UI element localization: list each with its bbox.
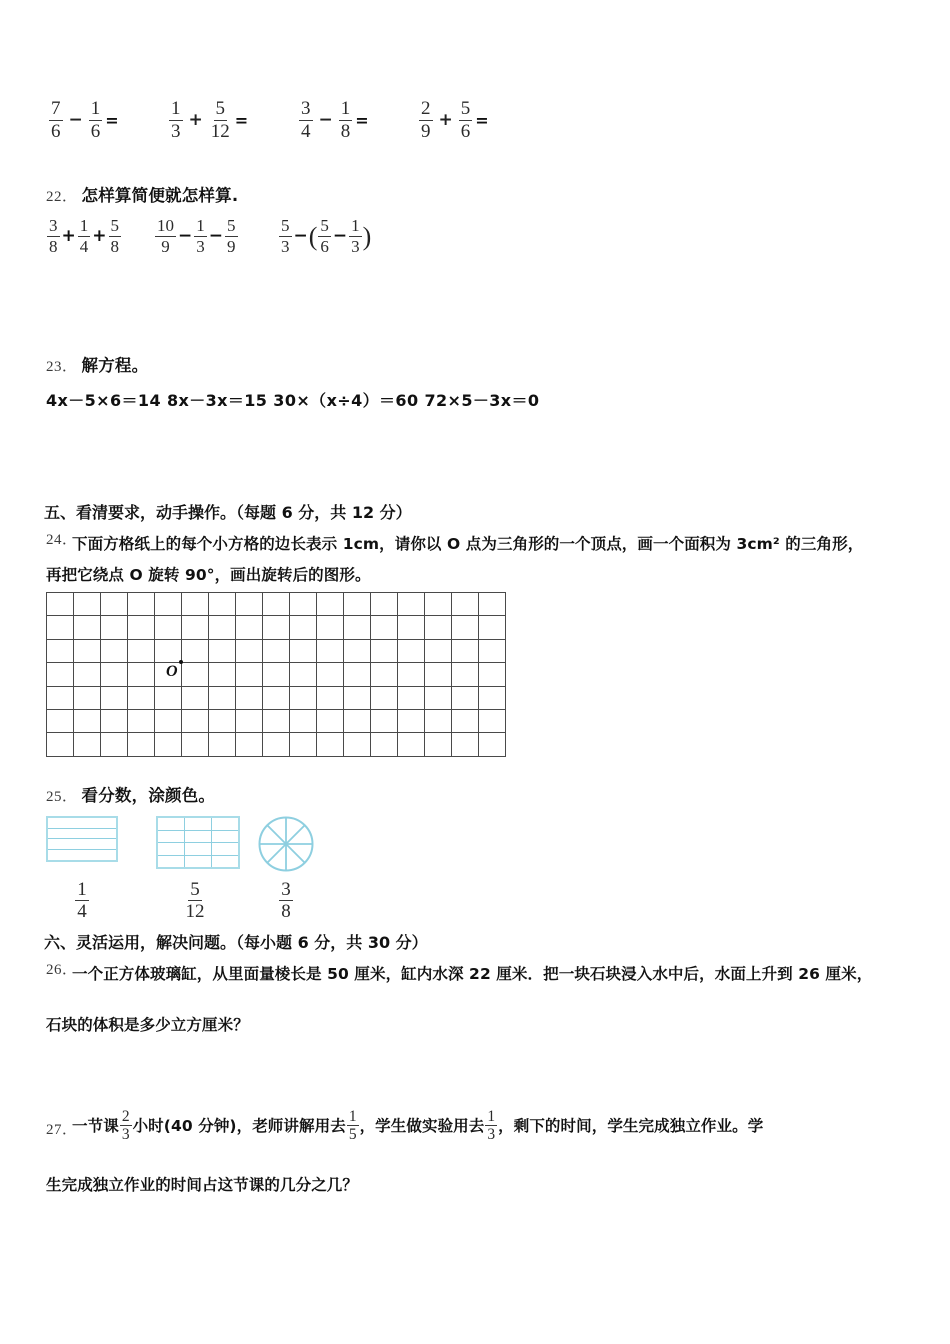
- problem-21-item: [48, 92, 119, 148]
- grid-cell: [425, 616, 452, 639]
- grid-cell: [317, 616, 344, 639]
- grid-cell: [128, 639, 155, 662]
- problem-22-expression: [46, 208, 122, 264]
- grid-cell: [317, 733, 344, 756]
- grid-cell: [155, 686, 182, 709]
- section-six-heading: 六、灵活运用，解决问题。（每小题 6 分，共 30 分）: [44, 933, 428, 952]
- operator: −: [178, 226, 193, 246]
- grid-cell: [47, 686, 74, 709]
- grid-cell: [479, 593, 506, 616]
- figure-grid-cell: [157, 830, 185, 843]
- grid-cell: [101, 686, 128, 709]
- figure-grid-cell: [212, 855, 240, 868]
- operator: +: [92, 226, 107, 246]
- grid-cell: [425, 663, 452, 686]
- grid-cell: [371, 616, 398, 639]
- grid-row: [47, 733, 506, 756]
- grid-cell: [452, 709, 479, 732]
- fraction-numerator: 1: [340, 98, 351, 120]
- grid-cell: [74, 709, 101, 732]
- origin-point-label: O: [166, 663, 178, 681]
- grid-cell: [317, 593, 344, 616]
- problem-27-inline-run: [72, 1108, 950, 1144]
- problem-26-number: 26．: [46, 962, 78, 978]
- problem-25-title: 看分数，涂颜色。: [81, 786, 216, 805]
- operator: +: [61, 226, 76, 246]
- fraction-figure: [258, 816, 314, 922]
- square-grid: [46, 592, 506, 757]
- grid-cell: [398, 616, 425, 639]
- fraction-denominator: 3: [121, 1126, 130, 1144]
- problem-27-text-run: 一节课: [72, 1116, 119, 1135]
- grid-cell: [317, 709, 344, 732]
- fraction: [209, 98, 232, 142]
- grid-cell: [263, 663, 290, 686]
- grid-cell: [452, 639, 479, 662]
- fraction-numerator: 1: [171, 98, 181, 120]
- grid-row: [47, 663, 506, 686]
- fraction-denominator: 8: [110, 236, 119, 256]
- fraction: [49, 98, 63, 142]
- fraction: [349, 216, 362, 255]
- grid-cell: [290, 686, 317, 709]
- problem-26-line-1: 一个正方体玻璃缸，从里面量棱长是 50 厘米，缸内水深 22 厘米．把一块石块浸入水中后，水面上升到 26 厘米，: [72, 965, 873, 983]
- fraction: [279, 879, 293, 923]
- problem-24-grid-figure: [46, 592, 506, 757]
- grid-cell: [101, 616, 128, 639]
- fraction-denominator: 6: [51, 120, 61, 142]
- grid-cell: [263, 593, 290, 616]
- operator: −: [332, 226, 348, 246]
- problem-25-heading: [46, 782, 215, 806]
- grid-cell: [317, 639, 344, 662]
- grid-row: [47, 709, 506, 732]
- fraction: [169, 98, 183, 142]
- figure-grid-cell: [157, 817, 185, 830]
- fraction-numerator: 5: [460, 98, 471, 120]
- grid-cell: [74, 639, 101, 662]
- fraction-denominator: 3: [171, 120, 181, 142]
- grid-cell: [182, 639, 209, 662]
- fraction: [299, 98, 313, 142]
- grid-cell: [101, 663, 128, 686]
- grid-cell: [479, 663, 506, 686]
- fraction: [75, 879, 89, 923]
- grid-cell: [209, 639, 236, 662]
- operator: −: [318, 110, 333, 130]
- grid-cell: [344, 593, 371, 616]
- grid-cell: [452, 593, 479, 616]
- grid-cell: [128, 686, 155, 709]
- figure-grid-cell: [212, 843, 240, 856]
- grid-cell: [398, 593, 425, 616]
- fraction: [89, 98, 103, 142]
- grid-cell: [479, 686, 506, 709]
- figure-grid-row: [157, 855, 239, 868]
- fraction: [120, 1108, 132, 1144]
- grid-cell: [128, 709, 155, 732]
- fraction-denominator: 4: [79, 236, 89, 256]
- grid-cell: [209, 663, 236, 686]
- fraction-figure: [46, 816, 118, 922]
- fraction-denominator: 3: [487, 1126, 496, 1144]
- grid-cell: [452, 663, 479, 686]
- problem-21-item: [418, 92, 489, 148]
- cell-divided-rectangle: [156, 816, 240, 869]
- sector-divided-circle: [258, 816, 314, 872]
- grid-cell: [182, 593, 209, 616]
- fraction-denominator: 5: [348, 1126, 357, 1144]
- problem-24-line-2: 再把它绕点 O 旋转 90°，画出旋转后的图形。: [46, 566, 371, 584]
- grid-cell: [425, 733, 452, 756]
- problem-23-heading: [46, 352, 148, 376]
- fraction: [155, 216, 176, 255]
- problem-21-item: [298, 92, 369, 148]
- fraction: [78, 216, 91, 255]
- grid-cell: [128, 733, 155, 756]
- fraction-denominator: 3: [196, 236, 205, 256]
- fraction: [485, 1108, 497, 1144]
- grid-cell: [128, 663, 155, 686]
- fraction: [225, 216, 238, 255]
- problem-21-item: [168, 92, 248, 148]
- grid-cell: [479, 639, 506, 662]
- fraction: [459, 98, 473, 142]
- fraction-denominator: 6: [90, 120, 101, 142]
- grid-cell: [263, 733, 290, 756]
- figure-grid-row: [157, 830, 239, 843]
- grid-cell: [47, 709, 74, 732]
- fraction-denominator: 9: [161, 236, 170, 256]
- fraction-denominator: 6: [460, 120, 471, 142]
- grid-cell: [74, 686, 101, 709]
- figure-grid-cell: [185, 855, 212, 868]
- problem-25-number: 25．: [46, 789, 78, 805]
- grid-cell: [344, 639, 371, 662]
- grid-cell: [290, 593, 317, 616]
- grid-cell: [398, 639, 425, 662]
- grid-cell: [182, 663, 209, 686]
- fraction-denominator: 3: [281, 236, 290, 256]
- grid-cell: [128, 616, 155, 639]
- fraction-numerator: 3: [301, 98, 311, 120]
- fraction-figure: [156, 816, 240, 922]
- fraction-numerator: 1: [196, 216, 205, 236]
- fraction-numerator: 1: [351, 216, 360, 236]
- fraction: [184, 879, 207, 923]
- figure-grid-row: [157, 843, 239, 856]
- fraction-denominator: 12: [210, 120, 230, 142]
- fraction-numerator: 1: [348, 1108, 357, 1125]
- grid-cell: [344, 733, 371, 756]
- grid-cell: [371, 709, 398, 732]
- problem-23-equations: 4x－5×6＝14 8x－3x＝15 30×（x÷4）＝60 72×5－3x＝0: [46, 391, 540, 410]
- grid-cell: [371, 686, 398, 709]
- problem-22-expression: [154, 208, 239, 264]
- equals-sign: =: [475, 110, 489, 130]
- problem-22-expression-row: [46, 208, 846, 264]
- grid-cell: [236, 593, 263, 616]
- grid-cell: [236, 663, 263, 686]
- grid-cell: [263, 616, 290, 639]
- problem-27-number: 27．: [46, 1122, 78, 1138]
- grid-cell: [290, 616, 317, 639]
- grid-cell: [209, 686, 236, 709]
- problem-26-line-2: 石块的体积是多少立方厘米？: [46, 1016, 249, 1034]
- operator: −: [68, 110, 83, 130]
- grid-cell: [425, 639, 452, 662]
- figure-grid-cell: [185, 817, 212, 830]
- grid-cell: [263, 639, 290, 662]
- grid-cell: [236, 686, 263, 709]
- problem-22-expression: $\frac{5}{3}$ − ( $\frac{5}{6}$ − $\frac{1}{3}$ ): [281, 216, 372, 256]
- figure-grid-cell: [157, 843, 185, 856]
- grid-cell: [371, 663, 398, 686]
- grid-cell: [398, 709, 425, 732]
- grid-cell: [47, 616, 74, 639]
- operator: −: [293, 226, 308, 246]
- grid-cell: [101, 639, 128, 662]
- grid-cell: [425, 709, 452, 732]
- fraction-numerator: 3: [281, 878, 291, 900]
- grid-row: [47, 639, 506, 662]
- fraction-numerator: 3: [49, 216, 58, 236]
- grid-cell: [290, 639, 317, 662]
- section-five-heading: 五、看清要求，动手操作。（每题 6 分，共 12 分）: [44, 503, 412, 522]
- grid-cell: [155, 639, 182, 662]
- grid-cell: [263, 709, 290, 732]
- fraction-numerator: 10: [157, 216, 174, 236]
- fraction: [279, 216, 292, 255]
- grid-cell: [344, 663, 371, 686]
- problem-23-title: 解方程。: [81, 356, 149, 375]
- fraction-numerator: 2: [421, 98, 431, 120]
- grid-cell: [479, 733, 506, 756]
- fraction-numerator: 5: [110, 216, 119, 236]
- grid-cell: [371, 639, 398, 662]
- grid-row: [47, 593, 506, 616]
- operator: −: [208, 226, 223, 246]
- fraction-numerator: 1: [90, 98, 101, 120]
- grid-cell: [344, 686, 371, 709]
- grid-cell: [47, 733, 74, 756]
- grid-cell: [236, 709, 263, 732]
- grid-cell: [209, 616, 236, 639]
- grid-cell: [317, 663, 344, 686]
- grid-row: [47, 616, 506, 639]
- grid-cell: [47, 663, 74, 686]
- fraction-denominator: 12: [185, 900, 205, 922]
- grid-cell: [155, 616, 182, 639]
- operator: +: [438, 110, 453, 130]
- grid-cell: [290, 663, 317, 686]
- fraction: [194, 216, 207, 255]
- grid-cell: [155, 709, 182, 732]
- grid-cell: [236, 639, 263, 662]
- figure-caption-fraction: [46, 872, 118, 922]
- grid-cell: [182, 686, 209, 709]
- grid-cell: [452, 616, 479, 639]
- grid-cell: [236, 733, 263, 756]
- grid-cell: [371, 733, 398, 756]
- fraction-denominator: 3: [351, 236, 360, 256]
- fraction-numerator: 2: [121, 1108, 130, 1125]
- fraction: [109, 216, 122, 255]
- grid-cell: [74, 616, 101, 639]
- grid-cell: [155, 733, 182, 756]
- grid-cell: [209, 593, 236, 616]
- grid-cell: [236, 616, 263, 639]
- fraction-denominator: 9: [227, 236, 236, 256]
- grid-cell: [182, 616, 209, 639]
- problem-21-expression-row: [48, 92, 908, 148]
- grid-cell: [344, 616, 371, 639]
- problem-27-text-run: 小时(40 分钟)，老师讲解用去: [132, 1116, 346, 1135]
- fraction-numerator: 1: [77, 878, 87, 900]
- grid-cell: [398, 733, 425, 756]
- grid-cell: [74, 593, 101, 616]
- figure-caption-fraction: [258, 872, 314, 922]
- grid-cell: [398, 663, 425, 686]
- equals-sign: =: [355, 110, 369, 130]
- grid-cell: [317, 686, 344, 709]
- fraction-denominator: 8: [340, 120, 351, 142]
- grid-cell: [47, 639, 74, 662]
- problem-23-number: 23．: [46, 359, 78, 375]
- grid-cell: [452, 686, 479, 709]
- problem-27-line-2: 生完成独立作业的时间占这节课的几分之几？: [46, 1176, 359, 1194]
- grid-cell: [479, 709, 506, 732]
- problem-27-text-run: ，剩下的时间，学生完成独立作业。学: [498, 1116, 764, 1135]
- fraction-numerator: 5: [227, 216, 236, 236]
- grid-cell: [101, 709, 128, 732]
- equals-sign: =: [105, 110, 119, 130]
- grid-cell: [425, 593, 452, 616]
- rectangle-row: [48, 818, 116, 829]
- fraction: [47, 216, 60, 255]
- fraction-numerator: 5: [215, 98, 225, 120]
- grid-cell: [371, 593, 398, 616]
- fraction-numerator: 1: [487, 1108, 496, 1125]
- figure-grid-cell: [212, 817, 240, 830]
- equals-sign: =: [234, 110, 249, 130]
- fraction-numerator: 5: [190, 878, 200, 900]
- grid-cell: [182, 709, 209, 732]
- problem-24-number: 24．: [46, 532, 78, 548]
- operator: +: [188, 110, 203, 130]
- grid-cell: [398, 686, 425, 709]
- grid-cell: [209, 733, 236, 756]
- fraction-numerator: 5: [281, 216, 290, 236]
- grid-cell: [452, 733, 479, 756]
- fraction-denominator: 4: [301, 120, 311, 142]
- fraction: [347, 1108, 359, 1144]
- figure-grid-cell: [185, 843, 212, 856]
- problem-27-text-run: ，学生做实验用去: [359, 1116, 485, 1135]
- fraction-denominator: 9: [421, 120, 431, 142]
- rectangle-row: [48, 850, 116, 861]
- problem-22-number: 22．: [46, 189, 78, 205]
- rectangle-row: [48, 829, 116, 840]
- fraction: [419, 98, 433, 142]
- rectangle-row: [48, 839, 116, 850]
- figure-grid-cell: [157, 855, 185, 868]
- grid-cell: [155, 593, 182, 616]
- grid-cell: [128, 593, 155, 616]
- problem-25-figure-row: [46, 816, 466, 926]
- grid-cell: [263, 686, 290, 709]
- fraction: [318, 216, 331, 255]
- problem-27-line-1: [72, 1108, 950, 1144]
- grid-cell: [344, 709, 371, 732]
- grid-row: [47, 686, 506, 709]
- grid-cell: [290, 709, 317, 732]
- grid-cell: [479, 616, 506, 639]
- figure-grid-cell: [185, 830, 212, 843]
- fraction-denominator: 4: [77, 900, 87, 922]
- figure-grid-cell: [212, 830, 240, 843]
- circle-figure-wrapper: [258, 816, 314, 872]
- fraction: [339, 98, 353, 142]
- problem-24-line-1: 下面方格纸上的每个小方格的边长表示 1cm，请你以 O 点为三角形的一个顶点，画一个面积为 3cm² 的三角形，: [72, 535, 864, 553]
- grid-cell: [47, 593, 74, 616]
- problem-22-heading: [46, 182, 238, 206]
- grid-cell: [74, 733, 101, 756]
- fraction-numerator: 1: [79, 216, 89, 236]
- fraction-numerator: 7: [51, 98, 61, 120]
- grid-cell: [290, 733, 317, 756]
- fraction-denominator: 8: [49, 236, 58, 256]
- fraction-numerator: 5: [320, 216, 329, 236]
- fraction-denominator: 6: [320, 236, 329, 256]
- grid-cell: [101, 733, 128, 756]
- grid-cell: [182, 733, 209, 756]
- grid-cell: [209, 709, 236, 732]
- problem-22-title: 怎样算简便就怎样算.: [81, 186, 239, 205]
- figure-grid-row: [157, 817, 239, 830]
- figure-caption-fraction: [156, 872, 234, 922]
- grid-cell: [74, 663, 101, 686]
- grid-cell: [425, 686, 452, 709]
- row-divided-rectangle: [46, 816, 118, 862]
- fraction-denominator: 8: [281, 900, 291, 922]
- grid-cell: [101, 593, 128, 616]
